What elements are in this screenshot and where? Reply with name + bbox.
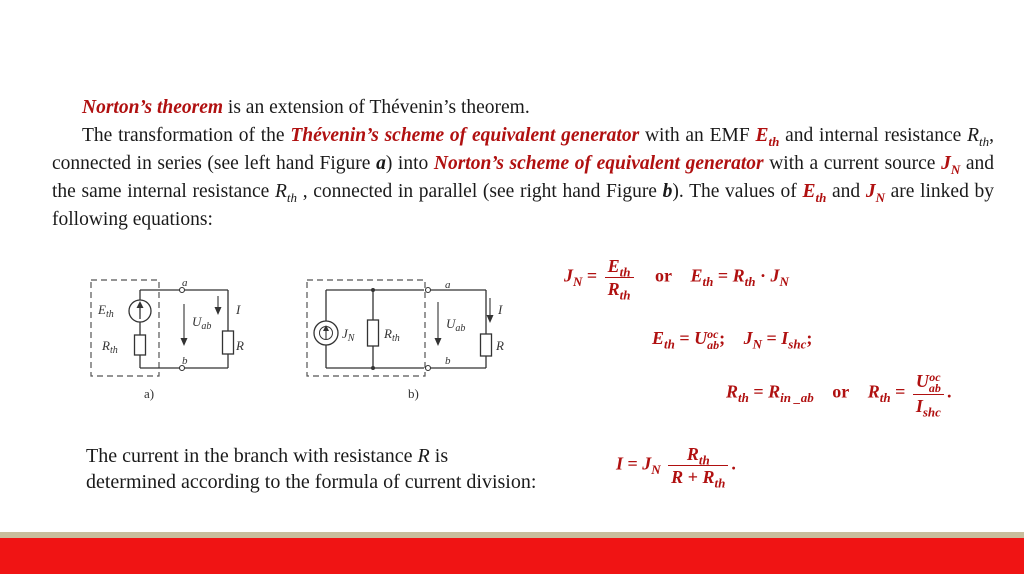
symbol-rth: $R_{th}$ xyxy=(967,125,990,149)
svg-text:Uab: $U_{ab}$ xyxy=(446,316,466,334)
symbol-jn: $J_N$ xyxy=(941,153,961,177)
figure-ref-a: a xyxy=(376,153,386,174)
highlight-norton: Norton’s scheme of equivalent generator xyxy=(433,153,764,174)
equation-current-division: $I = J_N$ $\frac{R_{th}}{R + R_{th}}$ . xyxy=(616,444,736,491)
fraction: $\frac{R_{th}}{R + R_{th}}$ xyxy=(668,443,728,488)
text-run: with a current source xyxy=(763,153,942,174)
svg-text:Uab: $U_{ab}$ xyxy=(192,314,212,332)
svg-text:b: b xyxy=(445,355,451,367)
svg-text:R: R xyxy=(236,338,244,353)
symbol-jn: $J_N$ xyxy=(865,181,885,205)
text-run: with an EMF xyxy=(639,125,756,146)
intro-term: Norton’s theorem xyxy=(82,97,224,118)
svg-text:Rth: $R_{th}$ xyxy=(102,338,118,356)
symbol-rth: $R_{th}$ xyxy=(275,181,298,205)
arrow-down-icon xyxy=(487,315,494,323)
text-run: ) into xyxy=(385,153,434,174)
text-run: ). The values of xyxy=(672,181,803,202)
terminal-a xyxy=(426,288,431,293)
text-run: The transformation of the xyxy=(82,125,291,146)
text-run: and internal resistance xyxy=(779,125,968,146)
intro-paragraph xyxy=(52,94,994,122)
fraction: U oc ab $I_{shc}$ xyxy=(913,370,944,417)
figure-ref-b: b xyxy=(662,181,673,202)
figure-a-caption: a) xyxy=(144,386,155,401)
internal-resistor xyxy=(135,335,146,355)
internal-resistor xyxy=(368,320,379,346)
figure-b-norton-circuit xyxy=(304,278,514,406)
load-resistor xyxy=(223,331,234,354)
highlight-thevenin: Thévenin’s scheme of equivalent generator xyxy=(290,125,640,146)
equation-eth-open-circuit: $E_{th} = U$ oc ab ; $J_N = I_{shc}$; xyxy=(652,326,813,352)
text-run: and xyxy=(826,181,866,202)
svg-text:Eth: $E_{th}$ xyxy=(98,302,114,320)
equation-rth: $R_{th} = R_{in \_ab}$ or $R_{th}$ = U oc ab $I_{shc}$ . xyxy=(726,369,952,420)
svg-text:JN: $J_N$ xyxy=(342,326,355,344)
figure-a-thevenin-circuit xyxy=(88,278,266,406)
current-division-text: The current in the branch with resistance R is determined according to the formula of current division: xyxy=(86,445,537,493)
svg-text:I: I xyxy=(236,302,241,317)
svg-text:a: a xyxy=(445,279,451,291)
symbol-eth: $E_{th}$ xyxy=(802,181,827,205)
arrow-down-icon xyxy=(181,338,188,346)
main-paragraph xyxy=(52,122,994,234)
svg-text:I: I xyxy=(498,302,503,317)
symbol-eth: $E_{th}$ xyxy=(755,125,780,149)
equivalent-generator-box xyxy=(91,280,159,376)
intro-text: is an extension of Thévenin’s theorem. xyxy=(223,97,530,118)
equation-jn: $J_N$ = $\frac{E_{th}}{R_{th}}$ or $E_{th} = R_{th} \cdot J_N$ xyxy=(564,256,789,303)
svg-text:a: a xyxy=(182,278,188,289)
text-run: and the same internal resistance xyxy=(52,153,994,202)
terminal-b xyxy=(426,366,431,371)
figure-b-caption: b) xyxy=(408,386,419,401)
footer-band xyxy=(0,538,1024,574)
svg-text:b: b xyxy=(182,355,188,367)
text-run: , connected in series (see left hand Figure xyxy=(52,125,994,174)
svg-text:Rth: $R_{th}$ xyxy=(384,326,400,344)
fraction: $\frac{E_{th}}{R_{th}}$ xyxy=(605,255,634,300)
load-resistor xyxy=(481,334,492,356)
arrow-down-icon xyxy=(215,307,222,315)
text-run: are linked by following equations: xyxy=(52,181,994,230)
text-run: , connected in parallel (see right hand Figure xyxy=(297,181,663,202)
svg-text:R: R xyxy=(496,338,504,353)
arrow-down-icon xyxy=(435,338,442,346)
